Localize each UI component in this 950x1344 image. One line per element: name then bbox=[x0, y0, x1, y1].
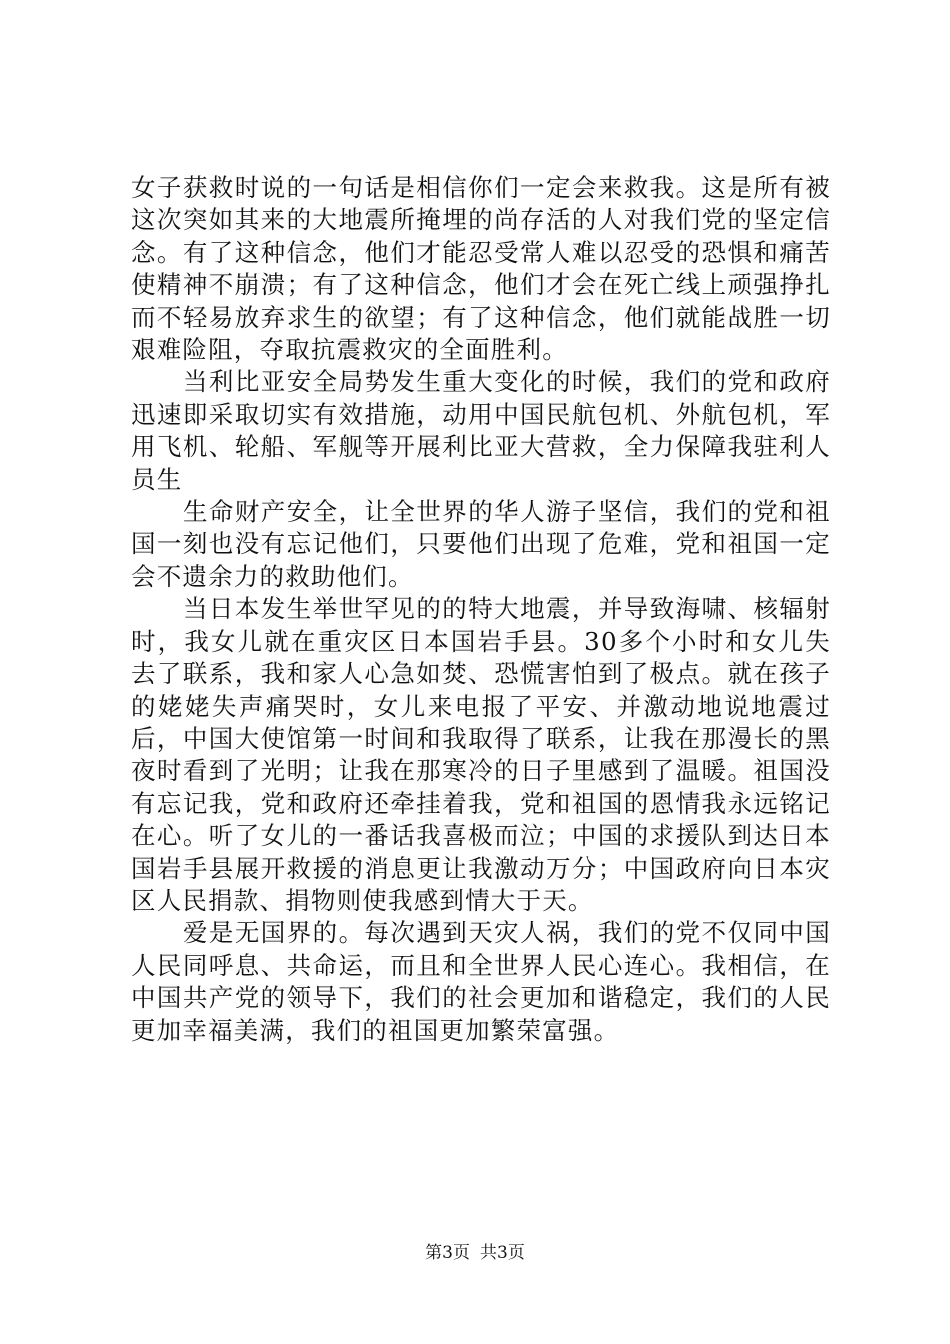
paragraph-4: 当日本发生举世罕见的的特大地震，并导致海啸、核辐射时，我女儿就在重灾区日本国岩手县。30多个小时和女儿失去了联系，我和家人心急如焚、恐慌害怕到了极点。就在孩子的姥姥失声痛哭时，女儿来电报了平安、并激动地说地震过后，中国大使馆第一时间和我取得了联系，让我在那漫长的黑夜时看到了光明；让我在那寒冷的日子里感到了温暖。祖国没有忘记我，党和政府还牵挂着我，党和祖国的恩情我永远铭记在心。听了女儿的一番话我喜极而泣；中国的求援队到达日本国岩手县展开救援的消息更让我激动万分；中国政府向日本灾区人民捐款、捐物则使我感到情大于天。 bbox=[131, 594, 831, 915]
page-footer bbox=[0, 1242, 950, 1264]
paragraph-1: 女子获救时说的一句话是相信你们一定会来救我。这是所有被这次突如其来的大地震所掩埋的尚存活的人对我们党的坚定信念。有了这种信念，他们才能忍受常人难以忍受的恐惧和痛苦使精神不崩溃；有了这种信念，他们才会在死亡线上顽强挣扎而不轻易放弃求生的欲望；有了这种信念，他们就能战胜一切艰难险阻，夺取抗震救灾的全面胜利。 bbox=[131, 173, 831, 365]
paragraph-3: 生命财产安全，让全世界的华人游子坚信，我们的党和祖国一刻也没有忘记他们，只要他们出现了危难，党和祖国一定会不遗余力的救助他们。 bbox=[131, 497, 831, 591]
page-total: 共3页 bbox=[480, 1243, 525, 1263]
paragraph-5: 爱是无国界的。每次遇到天灾人祸，我们的党不仅同中国人民同呼息、共命运，而且和全世界人民心连心。我相信，在中国共产党的领导下，我们的社会更加和谐稳定，我们的人民更加幸福美满，我们的祖国更加繁荣富强。 bbox=[131, 918, 831, 1045]
paragraph-2: 当利比亚安全局势发生重大变化的时候，我们的党和政府迅速即采取切实有效措施，动用中国民航包机、外航包机，军用飞机、轮船、军舰等开展利比亚大营救，全力保障我驻利人员生 bbox=[131, 367, 831, 494]
document-body bbox=[131, 172, 831, 1047]
page-number: 第3页 bbox=[425, 1243, 470, 1263]
